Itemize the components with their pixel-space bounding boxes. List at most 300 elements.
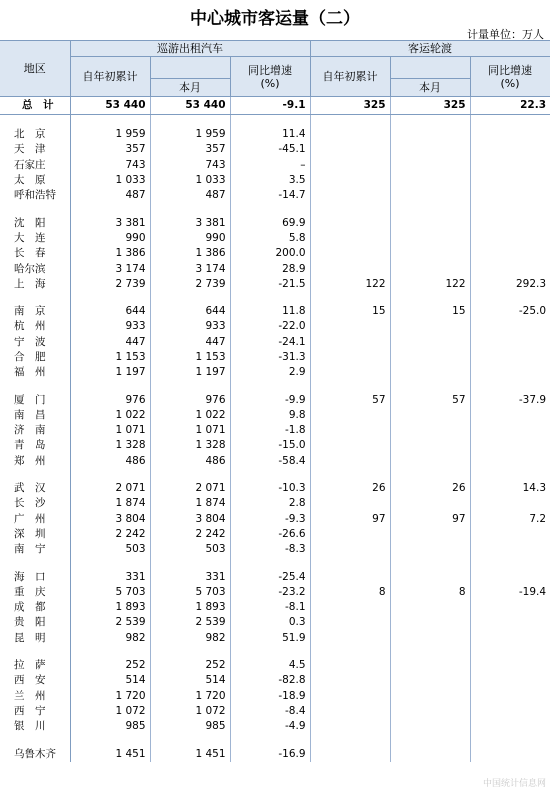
table-row bbox=[0, 365, 550, 380]
spacer-cell bbox=[0, 292, 70, 304]
region-name: 上 海 bbox=[0, 277, 70, 292]
spacer-cell bbox=[470, 380, 550, 392]
spacer-cell bbox=[70, 203, 150, 215]
taxi-ytd-cell: 1 153 bbox=[70, 350, 150, 365]
taxi-yoy-cell: 2.8 bbox=[230, 496, 310, 511]
table-row bbox=[0, 215, 550, 230]
region-name: 郑 州 bbox=[0, 454, 70, 469]
taxi-ytd-cell: 252 bbox=[70, 658, 150, 673]
ferry-ytd-cell bbox=[310, 631, 390, 646]
spacer-cell bbox=[150, 203, 230, 215]
table-row bbox=[0, 392, 550, 407]
taxi-ytd-cell: 486 bbox=[70, 454, 150, 469]
spacer-cell bbox=[150, 469, 230, 481]
ferry-month-cell bbox=[390, 658, 470, 673]
ferry-yoy-cell bbox=[470, 231, 550, 246]
taxi-month-cell: 644 bbox=[150, 304, 230, 319]
taxi-month-cell: 1 959 bbox=[150, 127, 230, 142]
unit-label: 计量单位：万人 bbox=[467, 28, 544, 41]
ferry-month-cell bbox=[390, 158, 470, 173]
spacer-cell bbox=[230, 469, 310, 481]
header-ferry-yoy-unit: (%) bbox=[500, 76, 520, 90]
ferry-yoy-cell bbox=[470, 350, 550, 365]
taxi-yoy-cell: -21.5 bbox=[230, 277, 310, 292]
spacer-cell bbox=[390, 203, 470, 215]
table-row bbox=[0, 569, 550, 584]
ferry-yoy-cell bbox=[470, 365, 550, 380]
table-row bbox=[0, 319, 550, 334]
region-name: 南 昌 bbox=[0, 408, 70, 423]
spacer-cell bbox=[150, 292, 230, 304]
table-row bbox=[0, 335, 550, 350]
ferry-yoy-cell bbox=[470, 496, 550, 511]
region-name: 西 安 bbox=[0, 673, 70, 688]
table-row bbox=[0, 512, 550, 527]
ferry-yoy-cell bbox=[470, 423, 550, 438]
ferry-yoy-cell bbox=[470, 454, 550, 469]
watermark: 中国统计信息网 bbox=[482, 779, 546, 789]
taxi-ytd-cell: 2 539 bbox=[70, 615, 150, 630]
ferry-yoy-cell bbox=[470, 188, 550, 203]
spacer-cell bbox=[310, 203, 390, 215]
ferry-ytd-cell: 26 bbox=[310, 481, 390, 496]
ferry-month-cell bbox=[390, 542, 470, 557]
taxi-yoy-cell: -8.1 bbox=[230, 600, 310, 615]
ferry-month-cell bbox=[390, 246, 470, 261]
header-taxi: 巡游出租汽车 bbox=[70, 41, 310, 57]
ferry-ytd-cell bbox=[310, 496, 390, 511]
table-row bbox=[0, 689, 550, 704]
taxi-ytd-cell: 357 bbox=[70, 142, 150, 157]
table-row bbox=[0, 481, 550, 496]
region-name: 厦 门 bbox=[0, 392, 70, 407]
region-name: 长 春 bbox=[0, 246, 70, 261]
ferry-month-cell bbox=[390, 365, 470, 380]
taxi-month-cell: 357 bbox=[150, 142, 230, 157]
taxi-month-cell: 2 539 bbox=[150, 615, 230, 630]
spacer-cell bbox=[390, 292, 470, 304]
spacer-cell bbox=[310, 292, 390, 304]
taxi-month-cell: 486 bbox=[150, 454, 230, 469]
ferry-month-cell bbox=[390, 689, 470, 704]
spacer-cell bbox=[470, 115, 550, 128]
spacer-cell bbox=[230, 203, 310, 215]
total-label: 总 计 bbox=[0, 97, 70, 115]
taxi-ytd-cell: 503 bbox=[70, 542, 150, 557]
taxi-yoy-cell: 28.9 bbox=[230, 261, 310, 276]
taxi-ytd-cell: 2 071 bbox=[70, 481, 150, 496]
taxi-yoy-cell: 3.5 bbox=[230, 173, 310, 188]
ferry-month-cell bbox=[390, 335, 470, 350]
ferry-yoy-cell bbox=[470, 127, 550, 142]
ferry-month-cell bbox=[390, 631, 470, 646]
ferry-ytd-cell bbox=[310, 527, 390, 542]
spacer-cell bbox=[390, 646, 470, 658]
header-ferry-month-blank bbox=[390, 57, 470, 79]
region-name: 宁 波 bbox=[0, 335, 70, 350]
taxi-yoy-cell: -9.3 bbox=[230, 512, 310, 527]
header-ferry-yoy bbox=[470, 57, 550, 97]
taxi-month-cell: 3 174 bbox=[150, 261, 230, 276]
table-row bbox=[0, 673, 550, 688]
ferry-ytd-cell bbox=[310, 704, 390, 719]
total-ferry-month: 325 bbox=[390, 97, 470, 115]
taxi-ytd-cell: 487 bbox=[70, 188, 150, 203]
header-taxi-month: 本月 bbox=[150, 79, 230, 97]
region-name: 沈 阳 bbox=[0, 215, 70, 230]
taxi-yoy-cell: -24.1 bbox=[230, 335, 310, 350]
region-name: 合 肥 bbox=[0, 350, 70, 365]
taxi-yoy-cell: 2.9 bbox=[230, 365, 310, 380]
ferry-yoy-cell bbox=[470, 615, 550, 630]
ferry-month-cell bbox=[390, 704, 470, 719]
total-ferry-ytd: 325 bbox=[310, 97, 390, 115]
ferry-month-cell bbox=[390, 127, 470, 142]
region-name: 青 岛 bbox=[0, 438, 70, 453]
header-ferry-yoy-label: 同比增速 bbox=[488, 63, 533, 77]
table-row bbox=[0, 261, 550, 276]
spacer-cell bbox=[70, 469, 150, 481]
ferry-ytd-cell bbox=[310, 569, 390, 584]
table-row bbox=[0, 423, 550, 438]
ferry-ytd-cell: 122 bbox=[310, 277, 390, 292]
ferry-yoy-cell bbox=[470, 658, 550, 673]
header-ferry-month: 本月 bbox=[390, 79, 470, 97]
taxi-month-cell: 503 bbox=[150, 542, 230, 557]
taxi-month-cell: 1 022 bbox=[150, 408, 230, 423]
region-name: 天 津 bbox=[0, 142, 70, 157]
taxi-yoy-cell: -22.0 bbox=[230, 319, 310, 334]
ferry-month-cell: 122 bbox=[390, 277, 470, 292]
taxi-yoy-cell: -14.7 bbox=[230, 188, 310, 203]
region-name: 大 连 bbox=[0, 231, 70, 246]
taxi-month-cell: 1 197 bbox=[150, 365, 230, 380]
ferry-month-cell bbox=[390, 615, 470, 630]
region-name: 南 京 bbox=[0, 304, 70, 319]
taxi-ytd-cell: 2 242 bbox=[70, 527, 150, 542]
taxi-yoy-cell: -10.3 bbox=[230, 481, 310, 496]
taxi-yoy-cell: 4.5 bbox=[230, 658, 310, 673]
taxi-yoy-cell: 69.9 bbox=[230, 215, 310, 230]
spacer-cell bbox=[310, 734, 390, 746]
taxi-month-cell: 1 072 bbox=[150, 704, 230, 719]
taxi-ytd-cell: 1 328 bbox=[70, 438, 150, 453]
ferry-yoy-cell bbox=[470, 719, 550, 734]
taxi-yoy-cell: -8.3 bbox=[230, 542, 310, 557]
ferry-yoy-cell bbox=[470, 438, 550, 453]
ferry-month-cell: 15 bbox=[390, 304, 470, 319]
ferry-yoy-cell bbox=[470, 246, 550, 261]
taxi-month-cell: 487 bbox=[150, 188, 230, 203]
ferry-ytd-cell bbox=[310, 689, 390, 704]
taxi-ytd-cell: 1 071 bbox=[70, 423, 150, 438]
spacer-cell bbox=[470, 203, 550, 215]
table-row bbox=[0, 496, 550, 511]
group-spacer bbox=[0, 115, 550, 128]
taxi-month-cell: 976 bbox=[150, 392, 230, 407]
spacer-cell bbox=[150, 646, 230, 658]
group-spacer bbox=[0, 734, 550, 746]
region-name: 长 沙 bbox=[0, 496, 70, 511]
ferry-ytd-cell: 57 bbox=[310, 392, 390, 407]
ferry-yoy-cell bbox=[470, 569, 550, 584]
ferry-month-cell: 26 bbox=[390, 481, 470, 496]
taxi-yoy-cell: -25.4 bbox=[230, 569, 310, 584]
total-taxi-month: 53 440 bbox=[150, 97, 230, 115]
taxi-month-cell: 1 328 bbox=[150, 438, 230, 453]
spacer-cell bbox=[70, 380, 150, 392]
ferry-yoy-cell bbox=[470, 673, 550, 688]
taxi-ytd-cell: 1 022 bbox=[70, 408, 150, 423]
ferry-month-cell bbox=[390, 600, 470, 615]
ferry-month-cell bbox=[390, 261, 470, 276]
ferry-yoy-cell: 14.3 bbox=[522, 482, 547, 495]
ferry-month-cell: 57 bbox=[390, 392, 470, 407]
table-row bbox=[0, 277, 550, 292]
spacer-cell bbox=[390, 115, 470, 128]
table-row bbox=[0, 158, 550, 173]
taxi-month-cell: 1 874 bbox=[150, 496, 230, 511]
total-ferry-yoy: 22.3 bbox=[470, 97, 550, 115]
region-name: 石家庄 bbox=[0, 158, 70, 173]
ferry-ytd-cell bbox=[310, 215, 390, 230]
spacer-cell bbox=[230, 734, 310, 746]
taxi-month-cell: 3 804 bbox=[150, 512, 230, 527]
spacer-cell bbox=[230, 557, 310, 569]
spacer-cell bbox=[390, 734, 470, 746]
region-name: 呼和浩特 bbox=[0, 188, 70, 203]
header-taxi-ytd: 自年初累计 bbox=[70, 57, 150, 97]
ferry-ytd-cell bbox=[310, 335, 390, 350]
ferry-ytd-cell bbox=[310, 673, 390, 688]
taxi-ytd-cell: 990 bbox=[70, 231, 150, 246]
ferry-ytd-cell bbox=[310, 158, 390, 173]
ferry-yoy-cell bbox=[470, 158, 550, 173]
taxi-ytd-cell: 1 959 bbox=[70, 127, 150, 142]
total-taxi-ytd: 53 440 bbox=[70, 97, 150, 115]
taxi-yoy-cell: -16.9 bbox=[230, 746, 310, 761]
taxi-ytd-cell: 743 bbox=[70, 158, 150, 173]
group-spacer bbox=[0, 646, 550, 658]
taxi-yoy-cell: 200.0 bbox=[230, 246, 310, 261]
taxi-yoy-cell: -4.9 bbox=[230, 719, 310, 734]
group-spacer bbox=[0, 557, 550, 569]
ferry-month-cell bbox=[390, 527, 470, 542]
taxi-month-cell: 990 bbox=[150, 231, 230, 246]
taxi-month-cell: 1 033 bbox=[150, 173, 230, 188]
taxi-ytd-cell: 447 bbox=[70, 335, 150, 350]
ferry-month-cell bbox=[390, 188, 470, 203]
ferry-yoy-cell: 7.2 bbox=[529, 512, 547, 525]
spacer-cell bbox=[230, 292, 310, 304]
table-row bbox=[0, 704, 550, 719]
ferry-yoy-cell bbox=[470, 335, 550, 350]
spacer-cell bbox=[310, 646, 390, 658]
taxi-ytd-cell: 331 bbox=[70, 569, 150, 584]
passenger-volume-table bbox=[0, 40, 550, 762]
taxi-ytd-cell: 1 720 bbox=[70, 689, 150, 704]
total-row bbox=[0, 97, 550, 115]
taxi-yoy-cell: -31.3 bbox=[230, 350, 310, 365]
ferry-ytd-cell bbox=[310, 438, 390, 453]
taxi-ytd-cell: 1 893 bbox=[70, 600, 150, 615]
taxi-yoy-cell: -15.0 bbox=[230, 438, 310, 453]
taxi-month-cell: 1 720 bbox=[150, 689, 230, 704]
ferry-ytd-cell bbox=[310, 173, 390, 188]
spacer-cell bbox=[470, 646, 550, 658]
table-row bbox=[0, 527, 550, 542]
table-row bbox=[0, 304, 550, 319]
table-row bbox=[0, 173, 550, 188]
spacer-cell bbox=[150, 380, 230, 392]
taxi-ytd-cell: 3 381 bbox=[70, 215, 150, 230]
taxi-month-cell: 447 bbox=[150, 335, 230, 350]
ferry-ytd-cell bbox=[310, 658, 390, 673]
region-name: 海 口 bbox=[0, 569, 70, 584]
ferry-yoy-cell bbox=[470, 689, 550, 704]
region-name: 杭 州 bbox=[0, 319, 70, 334]
region-name: 拉 萨 bbox=[0, 658, 70, 673]
spacer-cell bbox=[230, 646, 310, 658]
header-taxi-yoy bbox=[230, 57, 310, 97]
taxi-ytd-cell: 985 bbox=[70, 719, 150, 734]
region-name: 贵 阳 bbox=[0, 615, 70, 630]
taxi-yoy-cell: 0.3 bbox=[230, 615, 310, 630]
region-name: 武 汉 bbox=[0, 481, 70, 496]
table-row bbox=[0, 631, 550, 646]
spacer-cell bbox=[150, 557, 230, 569]
taxi-yoy-cell: 11.8 bbox=[230, 304, 310, 319]
ferry-yoy-cell: -19.4 bbox=[518, 585, 547, 598]
taxi-month-cell: 252 bbox=[150, 658, 230, 673]
ferry-month-cell bbox=[390, 142, 470, 157]
spacer-cell bbox=[0, 380, 70, 392]
ferry-month-cell bbox=[390, 173, 470, 188]
taxi-month-cell: 3 381 bbox=[150, 215, 230, 230]
spacer-cell bbox=[70, 734, 150, 746]
ferry-month-cell bbox=[390, 350, 470, 365]
taxi-yoy-cell: 5.8 bbox=[230, 231, 310, 246]
ferry-ytd-cell bbox=[310, 261, 390, 276]
spacer-cell bbox=[0, 646, 70, 658]
taxi-yoy-cell: -18.9 bbox=[230, 689, 310, 704]
ferry-month-cell bbox=[390, 423, 470, 438]
ferry-month-cell bbox=[390, 746, 470, 761]
ferry-month-cell bbox=[390, 719, 470, 734]
ferry-yoy-cell bbox=[470, 542, 550, 557]
header-taxi-month-blank bbox=[150, 57, 230, 79]
ferry-month-cell bbox=[390, 215, 470, 230]
ferry-yoy-cell bbox=[470, 319, 550, 334]
ferry-yoy-cell bbox=[470, 215, 550, 230]
taxi-ytd-cell: 1 197 bbox=[70, 365, 150, 380]
ferry-month-cell: 97 bbox=[390, 512, 470, 527]
taxi-ytd-cell: 982 bbox=[70, 631, 150, 646]
table-row bbox=[0, 719, 550, 734]
taxi-ytd-cell: 976 bbox=[70, 392, 150, 407]
spacer-cell bbox=[0, 734, 70, 746]
header-ferry: 客运轮渡 bbox=[310, 41, 550, 57]
table-row bbox=[0, 585, 550, 600]
spacer-cell bbox=[230, 380, 310, 392]
taxi-yoy-cell: -82.8 bbox=[230, 673, 310, 688]
header-taxi-yoy-unit: (%) bbox=[260, 76, 280, 90]
ferry-ytd-cell bbox=[310, 365, 390, 380]
ferry-month-cell bbox=[390, 319, 470, 334]
spacer-cell bbox=[70, 115, 150, 128]
spacer-cell bbox=[150, 734, 230, 746]
header-taxi-yoy-label: 同比增速 bbox=[248, 63, 292, 77]
ferry-yoy-cell bbox=[470, 704, 550, 719]
ferry-ytd-cell bbox=[310, 615, 390, 630]
spacer-cell bbox=[390, 380, 470, 392]
table-row bbox=[0, 615, 550, 630]
spacer-cell bbox=[0, 115, 70, 128]
taxi-month-cell: 5 703 bbox=[150, 585, 230, 600]
taxi-ytd-cell: 2 739 bbox=[70, 277, 150, 292]
ferry-yoy-cell bbox=[470, 142, 550, 157]
taxi-month-cell: 2 242 bbox=[150, 527, 230, 542]
group-spacer bbox=[0, 380, 550, 392]
taxi-ytd-cell: 1 451 bbox=[70, 746, 150, 761]
taxi-yoy-cell: – bbox=[230, 158, 310, 173]
taxi-yoy-cell: -23.2 bbox=[230, 585, 310, 600]
spacer-cell bbox=[0, 557, 70, 569]
taxi-ytd-cell: 1 033 bbox=[70, 173, 150, 188]
region-name: 成 都 bbox=[0, 600, 70, 615]
spacer-cell bbox=[390, 469, 470, 481]
ferry-month-cell bbox=[390, 231, 470, 246]
ferry-ytd-cell bbox=[310, 127, 390, 142]
taxi-yoy-cell: 51.9 bbox=[230, 631, 310, 646]
ferry-month-cell bbox=[390, 438, 470, 453]
ferry-ytd-cell bbox=[310, 408, 390, 423]
spacer-cell bbox=[310, 380, 390, 392]
region-name: 西 宁 bbox=[0, 704, 70, 719]
ferry-ytd-cell bbox=[310, 746, 390, 761]
table-row bbox=[0, 350, 550, 365]
spacer-cell bbox=[70, 646, 150, 658]
taxi-ytd-cell: 644 bbox=[70, 304, 150, 319]
ferry-ytd-cell bbox=[310, 188, 390, 203]
region-name: 太 原 bbox=[0, 173, 70, 188]
taxi-month-cell: 985 bbox=[150, 719, 230, 734]
spacer-cell bbox=[230, 115, 310, 128]
taxi-month-cell: 982 bbox=[150, 631, 230, 646]
region-name: 济 南 bbox=[0, 423, 70, 438]
ferry-month-cell bbox=[390, 673, 470, 688]
table-row bbox=[0, 246, 550, 261]
spacer-cell bbox=[0, 203, 70, 215]
table-row bbox=[0, 746, 550, 761]
header-ferry-ytd: 自年初累计 bbox=[310, 57, 390, 97]
taxi-ytd-cell: 3 174 bbox=[70, 261, 150, 276]
spacer-cell bbox=[150, 115, 230, 128]
taxi-yoy-cell: -9.9 bbox=[230, 392, 310, 407]
ferry-ytd-cell: 97 bbox=[310, 512, 390, 527]
ferry-ytd-cell bbox=[310, 142, 390, 157]
ferry-yoy-cell: -25.0 bbox=[518, 305, 547, 318]
ferry-yoy-cell bbox=[470, 746, 550, 761]
table-row bbox=[0, 188, 550, 203]
region-name: 乌鲁木齐 bbox=[0, 746, 70, 761]
spacer-cell bbox=[470, 557, 550, 569]
spacer-cell bbox=[470, 469, 550, 481]
ferry-ytd-cell bbox=[310, 454, 390, 469]
taxi-month-cell: 1 071 bbox=[150, 423, 230, 438]
table-row bbox=[0, 600, 550, 615]
ferry-month-cell bbox=[390, 454, 470, 469]
